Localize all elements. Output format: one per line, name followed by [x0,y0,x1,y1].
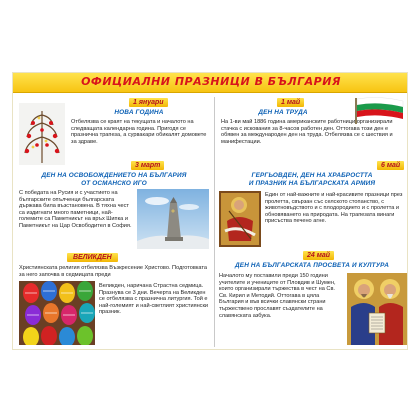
liberation-date-badge: 3 март [131,161,164,170]
cyril-methodius-image [347,273,407,345]
new-year-date-badge: 1 януари [129,98,168,107]
liberation-heading-line1: ДЕН НА ОСВОБОЖДЕНИЕТО НА БЪЛГАРИЯ [41,172,187,179]
st-george-date-badge: 6 май [377,161,404,170]
culture-date-badge: 24 май [303,251,334,260]
st-george-heading-line1: ГЕРГЬОВДЕН, ДЕН НА ХРАБРОСТТА [251,172,373,179]
culture-text: Началото му поставили преди 150 години учителите и учениците от Пловдив и Шумен, които организирали тържества в чест на Св. Св. Кирил и Методий. Оттогава в цяла България и във всички славянски страни тържествено прославят създателите на славянската азбука. [219,273,336,319]
st-george-text: Един от най-важните и най-красивите празници през пролетта, свързан със селското стопанство, с животновъдството и с плодородието и с пролетта и обновяването на природата. На трапезата винаги присъства печено агне. [265,192,403,225]
liberation-heading-line2: ОТ ОСМАНСКО ИГО [81,180,147,187]
holidays-poster [12,72,408,350]
st-george-icon-image [219,191,261,247]
poster-title: ОФИЦИАЛНИ ПРАЗНИЦИ В БЪЛГАРИЯ [81,75,341,88]
shipka-monument-image [137,189,209,249]
culture-heading: ДЕН НА БЪЛГАРСКАТА ПРОСВЕТА И КУЛТУРА [235,262,389,269]
easter-date-badge: ВЕЛИКДЕН [67,253,118,262]
st-george-heading-line2: И ПРАЗНИК НА БЪЛГАРСКАТА АРМИЯ [248,180,376,187]
liberation-text: С победата на Русия и с участието на българските опълченци българската държава била възстановена. В тяхна чест са издигнати много паметници, най-големите са Паметникът на връх Шипка и Паметникът на Цар Освободител в София. [19,190,132,229]
new-year-heading: НОВА ГОДИНА [114,109,164,116]
column-divider [214,97,215,347]
easter-eggs-image [19,281,95,345]
easter-text-intro: Християнската религия отбелязва Възкресение Христово. Подготовката за него започва в седмицата преди [19,265,207,278]
easter-text: Великден, наричана Страстна седмица. Празнува се 3 дни. Вечерта на Великден се отбелязва с празнична литургия. Той е най-големият и най-светлият християнски празник. [99,283,209,316]
labour-text: На 1-ви май 1886 година американските работници организирали стачка с искования за 8-часов работен ден. Оттогава този ден е обявен за международен ден на труда. Отбелязва се с шествия и манифестации. [221,119,393,145]
title-bar [13,73,408,93]
labour-heading: ДЕН НА ТРУДА [258,109,308,116]
new-year-text: Отбелязва се краят на текущата и началото на следващата календарна година. Пригодя се празнична трапеза, а сурвакари обикалят домовете за здраве. [71,119,207,145]
labour-date-badge: 1 май [277,98,304,107]
new-year-tree-image [19,103,65,165]
